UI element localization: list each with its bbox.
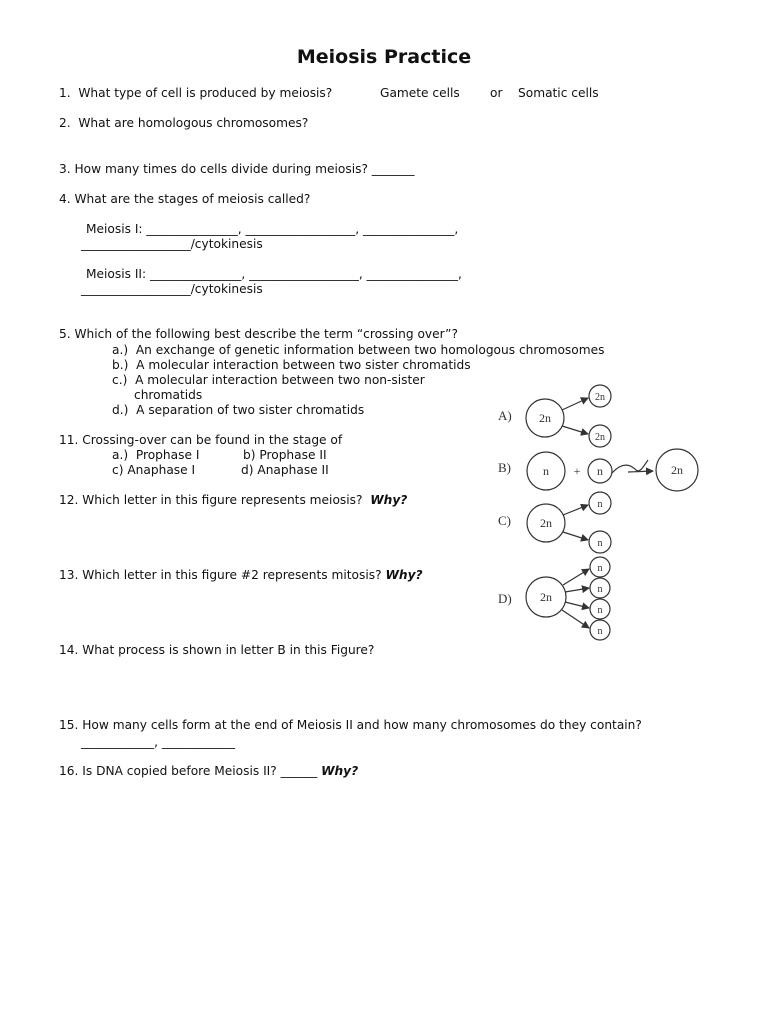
q11-option-b: b) Prophase II — [243, 448, 327, 462]
meiosis-2-cytokinesis: __________________/cytokinesis — [81, 282, 263, 296]
q11-option-a: a.) Prophase I — [112, 448, 200, 462]
meiosis-1-stages: Meiosis I: _______________, __________________, _______________, — [86, 222, 459, 236]
question-16 — [59, 764, 358, 779]
d-1-label: n — [597, 563, 603, 574]
b-right-label: 2n — [671, 463, 683, 477]
question-5: 5. Which of the following best describe the term “crossing over”? — [59, 327, 458, 341]
q5-option-d: d.) A separation of two sister chromatids — [112, 403, 365, 417]
question-12 — [59, 493, 407, 508]
d-2-label: n — [597, 584, 603, 595]
q13-text: 13. Which letter in this figure #2 represents mitosis? — [59, 568, 382, 582]
figure-label-c: C) — [498, 513, 511, 528]
a-top-label: 2n — [595, 392, 605, 403]
question-11: 11. Crossing-over can be found in the stage of — [59, 433, 343, 447]
question-15: 15. How many cells form at the end of Meiosis II and how many chromosomes do they contain? — [59, 718, 642, 732]
q12-why: Why? — [370, 493, 408, 507]
c-top-label: n — [597, 499, 603, 510]
figure-label-b: B) — [498, 460, 511, 475]
figure-label-a: A) — [498, 408, 512, 423]
q5-option-c: c.) A molecular interaction between two non-sister — [112, 373, 425, 387]
question-2: 2. What are homologous chromosomes? — [59, 116, 309, 130]
meiosis-1-cytokinesis: __________________/cytokinesis — [81, 237, 263, 251]
q13-why: Why? — [385, 568, 423, 582]
q16-text: 16. Is DNA copied before Meiosis II? ______ — [59, 764, 318, 778]
b-plus-label: + — [573, 464, 581, 478]
q5-option-c-cont: chromatids — [134, 388, 203, 402]
q1-or: or — [490, 86, 503, 100]
q5-option-b: b.) A molecular interaction between two sister chromatids — [112, 358, 471, 372]
q1-option-somatic: Somatic cells — [518, 86, 599, 100]
question-1: 1. What type of cell is produced by meiosis? — [59, 86, 333, 100]
q15-blanks: ____________, ____________ — [81, 735, 235, 749]
page-title: Meiosis Practice — [296, 46, 472, 68]
c-bottom-label: n — [597, 538, 603, 549]
q11-option-d: d) Anaphase II — [241, 463, 329, 477]
q16-why: Why? — [321, 764, 359, 778]
question-4: 4. What are the stages of meiosis called? — [59, 192, 311, 206]
q5-option-a: a.) An exchange of genetic information between two homologous chromosomes — [112, 343, 605, 357]
q1-option-gamete: Gamete cells — [380, 86, 460, 100]
figure-label-d: D) — [498, 591, 512, 606]
d-3-label: n — [597, 605, 603, 616]
q12-text: 12. Which letter in this figure represents meiosis? — [59, 493, 363, 507]
a-parent-label: 2n — [539, 411, 551, 425]
question-3: 3. How many times do cells divide during meiosis? _______ — [59, 162, 415, 176]
d-4-label: n — [597, 626, 603, 637]
b-middle-label: n — [597, 464, 603, 478]
b-left-label: n — [543, 464, 549, 478]
c-parent-label: 2n — [540, 516, 552, 530]
cell-division-figure — [490, 380, 710, 645]
meiosis-2-stages: Meiosis II: _______________, __________________, _______________, — [86, 267, 462, 281]
q11-option-c: c) Anaphase I — [112, 463, 196, 477]
a-bottom-label: 2n — [595, 432, 605, 443]
d-parent-label: 2n — [540, 590, 552, 604]
question-13 — [59, 568, 423, 583]
question-14: 14. What process is shown in letter B in this Figure? — [59, 643, 375, 657]
